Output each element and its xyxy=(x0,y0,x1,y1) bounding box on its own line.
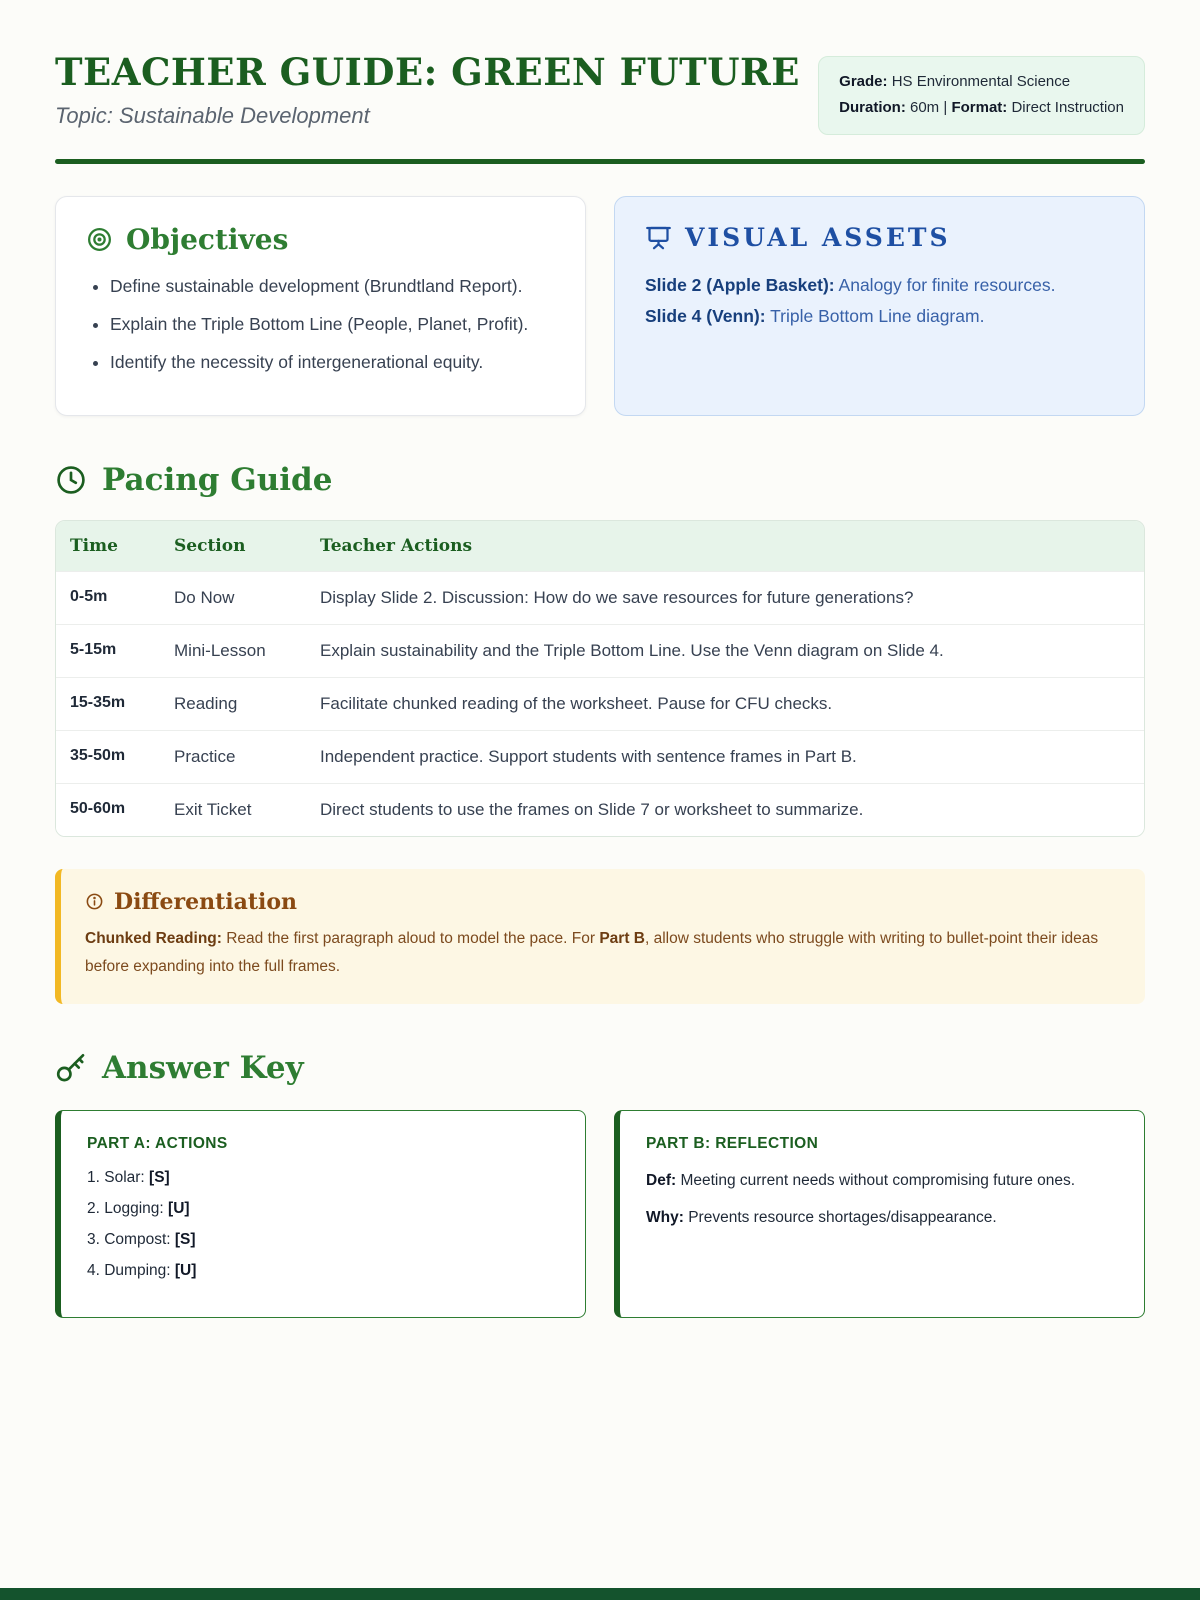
objective-item: • Define sustainable development (Brundtland Report). xyxy=(110,274,555,299)
page-subtitle: Topic: Sustainable Development xyxy=(55,102,370,128)
table-row xyxy=(56,783,1144,836)
meta-separator: | xyxy=(943,99,948,117)
table-row xyxy=(56,624,1144,677)
target-icon xyxy=(86,226,113,253)
column-header-time: Time xyxy=(56,521,160,572)
reflection-line xyxy=(646,1169,1118,1192)
visual-assets-title: VISUAL ASSETS xyxy=(685,222,951,252)
differentiation-text-part: Read the first paragraph aloud to model the pace. For xyxy=(226,929,596,947)
cell-actions: Direct students to use the frames on Slide 7 or worksheet to summarize. xyxy=(306,783,1144,836)
objectives-list xyxy=(86,274,555,376)
visual-asset-text: Triple Bottom Line diagram. xyxy=(770,306,985,326)
presentation-icon xyxy=(645,224,672,251)
header xyxy=(55,52,1145,135)
header-left xyxy=(55,52,800,129)
answer-item xyxy=(87,1169,559,1187)
cell-section: Mini-Lesson xyxy=(160,624,306,677)
answer-item xyxy=(87,1262,559,1280)
format-label: Format: xyxy=(951,99,1008,117)
differentiation-text xyxy=(85,925,1117,982)
page-title: TEACHER GUIDE: GREEN FUTURE xyxy=(55,50,800,94)
top-cards-row xyxy=(55,196,1145,416)
part-a-card xyxy=(55,1110,586,1318)
meta-grade xyxy=(839,69,1124,95)
cell-time: 0-5m xyxy=(56,571,160,624)
differentiation-header xyxy=(85,889,1117,915)
reflection-text: Prevents resource shortages/disappearance. xyxy=(688,1209,997,1227)
pacing-guide-header xyxy=(55,462,1145,498)
cell-time: 50-60m xyxy=(56,783,160,836)
visual-asset-item xyxy=(645,270,1114,302)
table-row xyxy=(56,730,1144,783)
answer-item-value: [U] xyxy=(168,1199,190,1217)
differentiation-bold-ref: Part B xyxy=(599,929,645,947)
cell-time: 35-50m xyxy=(56,730,160,783)
pacing-guide-title: Pacing Guide xyxy=(102,461,333,498)
visual-assets-card xyxy=(614,196,1145,416)
grade-value: HS Environmental Science xyxy=(891,73,1071,90)
answer-key-cards xyxy=(55,1110,1145,1318)
answer-key-title: Answer Key xyxy=(102,1049,304,1086)
clock-icon xyxy=(55,464,87,496)
cell-section: Do Now xyxy=(160,571,306,624)
cell-time: 15-35m xyxy=(56,677,160,730)
differentiation-text-part: , allow students who struggle with writing to bullet-point their ideas before expanding into the full frames. xyxy=(85,929,1099,976)
part-b-card xyxy=(614,1110,1145,1318)
answer-item-value: [U] xyxy=(174,1261,197,1279)
answer-item-text: 1. Solar: xyxy=(87,1168,145,1186)
differentiation-callout xyxy=(55,869,1145,1004)
pacing-table xyxy=(55,520,1145,837)
part-a-title: PART A: ACTIONS xyxy=(87,1134,228,1152)
reflection-label: Why: xyxy=(646,1209,684,1227)
objectives-header xyxy=(86,223,555,256)
meta-duration-format xyxy=(839,95,1124,121)
column-header-actions: Teacher Actions xyxy=(306,521,1144,572)
header-divider xyxy=(55,159,1145,164)
answer-item-text: 3. Compost: xyxy=(87,1230,171,1248)
duration-label: Duration: xyxy=(839,99,906,117)
answer-key-header xyxy=(55,1050,1145,1086)
info-icon xyxy=(85,892,104,911)
reflection-label: Def: xyxy=(646,1171,677,1189)
pacing-table-head xyxy=(56,521,1144,572)
duration-value: 60m xyxy=(910,99,940,117)
cell-section: Practice xyxy=(160,730,306,783)
visual-asset-item xyxy=(645,301,1114,333)
objective-item: • Identify the necessity of intergenerational equity. xyxy=(110,350,555,375)
cell-actions: Explain sustainability and the Triple Bottom Line. Use the Venn diagram on Slide 4. xyxy=(306,624,1144,677)
visual-asset-label: Slide 4 (Venn): xyxy=(645,306,766,326)
cell-actions: Display Slide 2. Discussion: How do we save resources for future generations? xyxy=(306,571,1144,624)
differentiation-title: Differentiation xyxy=(114,888,298,915)
column-header-section: Section xyxy=(160,521,306,572)
answer-item-value: [S] xyxy=(174,1230,196,1248)
objectives-title: Objectives xyxy=(126,222,289,256)
answer-item xyxy=(87,1200,559,1218)
cell-actions: Facilitate chunked reading of the worksheet. Pause for CFU checks. xyxy=(306,677,1144,730)
answer-item xyxy=(87,1231,559,1249)
differentiation-bold-label: Chunked Reading: xyxy=(85,929,222,947)
visual-asset-text: Analogy for finite resources. xyxy=(838,274,1056,295)
meta-box xyxy=(818,56,1145,135)
footer-bar xyxy=(0,1588,1200,1600)
objectives-card xyxy=(55,196,586,416)
grade-label: Grade: xyxy=(839,73,888,90)
objective-item: • Explain the Triple Bottom Line (People, Planet, Profit). xyxy=(110,312,555,337)
part-b-title: PART B: REFLECTION xyxy=(646,1134,819,1152)
answer-item-text: 2. Logging: xyxy=(87,1199,164,1217)
table-row xyxy=(56,677,1144,730)
answer-item-text: 4. Dumping: xyxy=(87,1261,171,1279)
answer-item-value: [S] xyxy=(149,1168,170,1186)
visual-assets-header xyxy=(645,223,1114,252)
cell-time: 5-15m xyxy=(56,624,160,677)
cell-section: Reading xyxy=(160,677,306,730)
cell-actions: Independent practice. Support students with sentence frames in Part B. xyxy=(306,730,1144,783)
cell-section: Exit Ticket xyxy=(160,783,306,836)
visual-asset-label: Slide 2 (Apple Basket): xyxy=(645,274,835,295)
format-value: Direct Instruction xyxy=(1011,99,1124,117)
key-icon xyxy=(55,1052,87,1084)
reflection-text: Meeting current needs without compromising future ones. xyxy=(680,1171,1076,1189)
table-row xyxy=(56,571,1144,624)
reflection-line xyxy=(646,1206,1118,1229)
